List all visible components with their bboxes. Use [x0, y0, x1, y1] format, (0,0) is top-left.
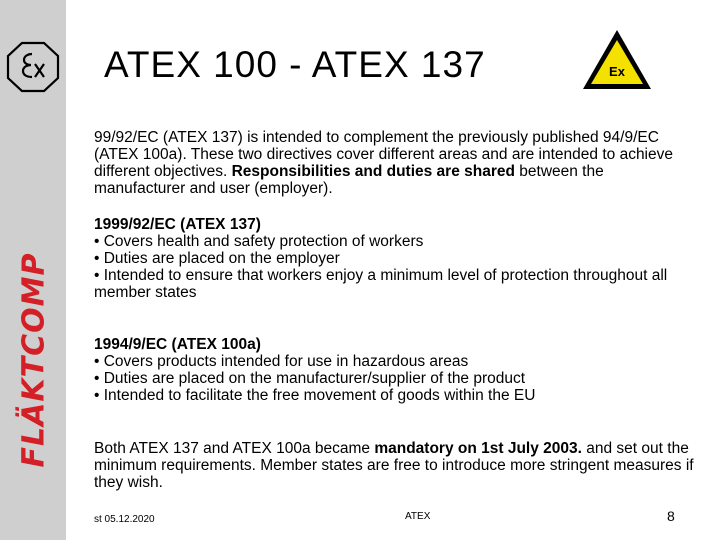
footer-date: st 05.12.2020 — [94, 514, 155, 525]
intro-bold: Responsibilities and duties are shared — [231, 163, 515, 180]
intro-paragraph — [94, 129, 694, 197]
slide-title: ATEX 100 - ATEX 137 — [104, 44, 486, 85]
closing-tail: and set out the minimum requirements. Member states are free to introduce more stringent measures if they wish. — [94, 440, 694, 491]
brand-logo-text: FLÄKTCOMP — [16, 252, 52, 468]
closing-paragraph — [94, 440, 694, 491]
section137-heading: 1999/92/EC (ATEX 137) — [94, 216, 261, 233]
ex-warning-triangle-icon — [580, 27, 654, 93]
footer-center: ATEX — [405, 511, 431, 522]
section-atex100a — [94, 336, 694, 404]
ex-explosion-protection-icon — [2, 36, 64, 98]
list-item: • Covers products intended for use in hazardous areas — [94, 353, 469, 370]
section100-heading: 1994/9/EC (ATEX 100a) — [94, 336, 261, 353]
page-number: 8 — [667, 508, 675, 524]
warning-label: Ex — [609, 64, 625, 79]
closing-text: Both ATEX 137 and ATEX 100a became — [94, 440, 375, 457]
list-item: • Intended to facilitate the free movement of goods within the EU — [94, 387, 536, 404]
section-atex137 — [94, 216, 694, 301]
closing-bold: mandatory on 1st July 2003. — [374, 440, 582, 457]
intro-text: 99/92/EC (ATEX 137) is intended to complement the previously published 94/9/EC (ATEX 100a). These two directives cover different areas and are intended to achieve different objectives. — [94, 129, 673, 180]
list-item: • Duties are placed on the employer — [94, 250, 340, 267]
list-item: • Intended to ensure that workers enjoy a minimum level of protection throughout all member states — [94, 267, 668, 301]
sidebar — [0, 0, 66, 540]
list-item: • Duties are placed on the manufacturer/supplier of the product — [94, 370, 526, 387]
list-item: • Covers health and safety protection of workers — [94, 233, 424, 250]
intro-tail: between the manufacturer and user (employer). — [94, 163, 604, 197]
